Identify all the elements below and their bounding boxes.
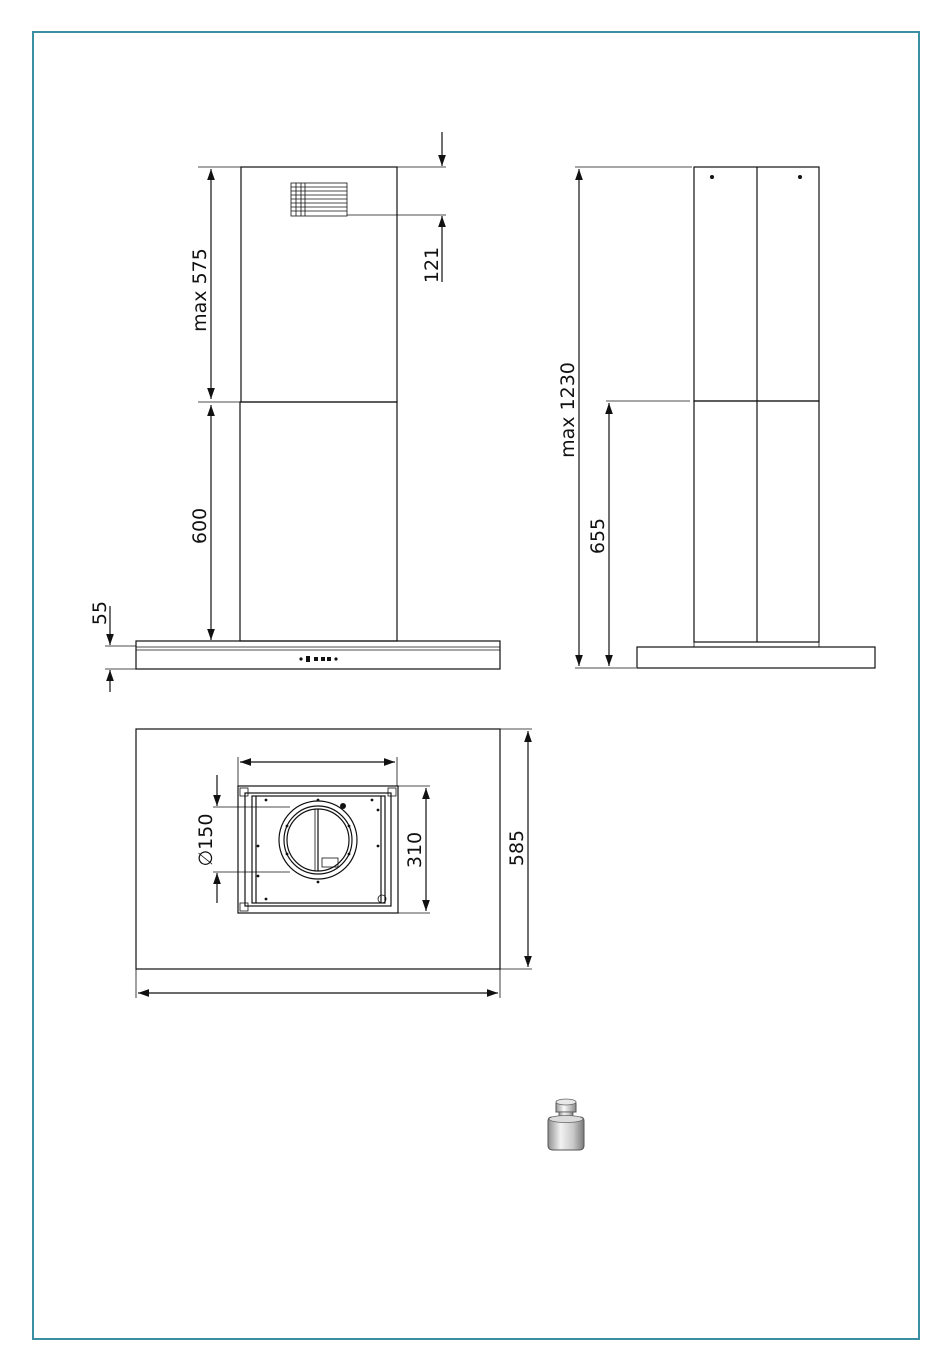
side-view bbox=[575, 167, 875, 668]
front-canopy bbox=[136, 641, 500, 669]
label-diameter-150: ∅150 bbox=[195, 813, 217, 867]
front-view bbox=[105, 132, 500, 692]
label-310: 310 bbox=[404, 831, 426, 869]
label-655: 655 bbox=[587, 517, 609, 555]
label-585: 585 bbox=[506, 829, 528, 867]
vent-grille bbox=[291, 183, 347, 216]
label-max-1230: max 1230 bbox=[557, 362, 579, 458]
label-121: 121 bbox=[421, 246, 443, 284]
side-canopy bbox=[637, 647, 875, 668]
weight-icon bbox=[548, 1099, 584, 1150]
front-upper-chimney bbox=[241, 167, 397, 402]
front-lower-chimney bbox=[240, 402, 397, 641]
control-panel bbox=[299, 656, 337, 662]
label-55: 55 bbox=[89, 600, 111, 626]
label-max-575: max 575 bbox=[189, 248, 211, 332]
duct-collar bbox=[279, 801, 357, 879]
label-600: 600 bbox=[189, 507, 211, 545]
